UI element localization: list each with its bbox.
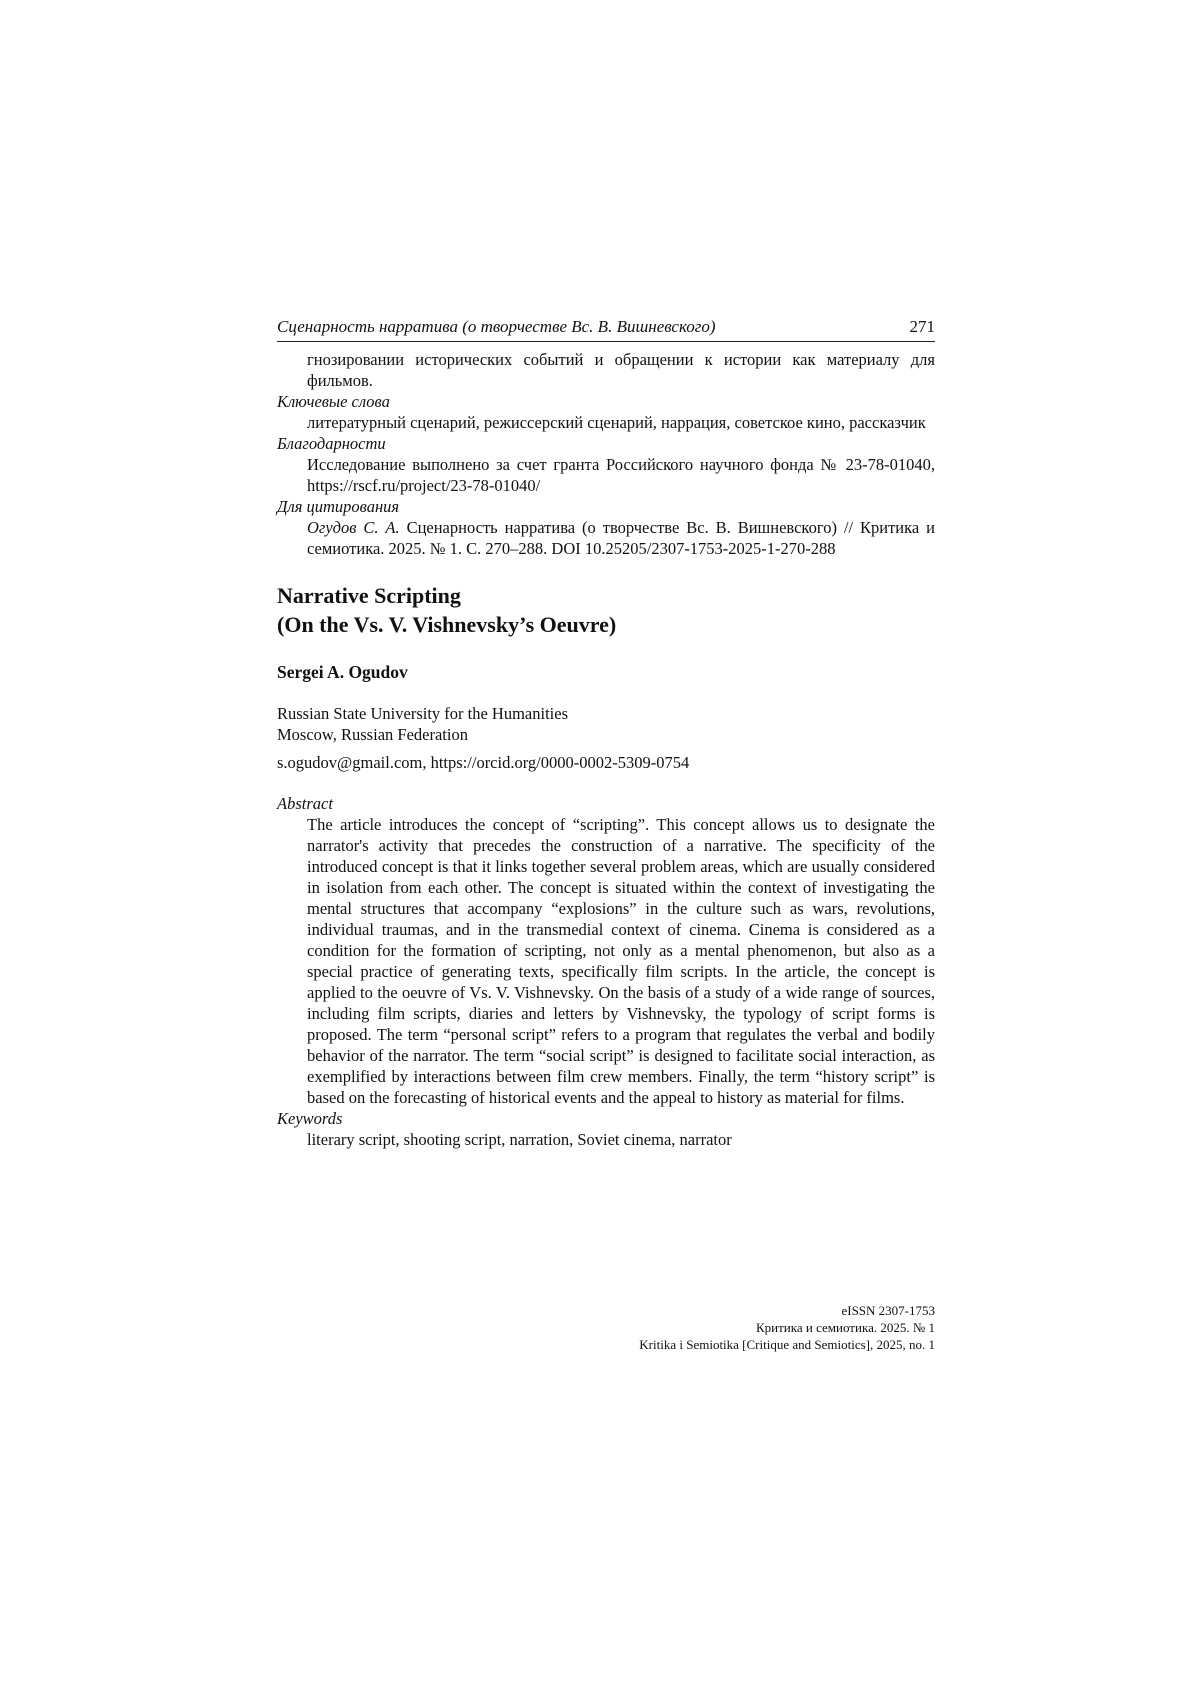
abstract-text: The article introduces the concept of “scripting”. This concept allows us to designate the narrator's activity that precedes the construction of a narrative. The specificity of the introduced concept is that it links together several problem areas, which are usually considered in isolation from each other. The concept is situated within the context of investigating the mental structures that accompany “explosions” in the culture such as wars, revolutions, individual traumas, and in the transmedial context of cinema. Cinema is considered as a condition for the formation of scripting, not only as a mental phenomenon, but also as a special practice of generating texts, specifically film scripts. In the article, the concept is applied to the oeuvre of Vs. V. Vishnevsky. On the basis of a study of a wide range of sources, including film scripts, diaries and letters by Vishnevsky, the typology of script forms is proposed. The term “personal script” refers to a program that regulates the verbal and bodily behavior of the narrator. The term “social script” is designed to facilitate social interaction, as exemplified by interactions between film crew members. Finally, the term “history script” is based on the forecasting of historical events and the appeal to history as material for films. bbox=[277, 814, 935, 1108]
russian-abstract-tail: гнозировании исторических событий и обращении к истории как материалу для фильмов. bbox=[277, 349, 935, 391]
author-name: Sergei A. Ogudov bbox=[277, 661, 935, 683]
page-number: 271 bbox=[910, 316, 936, 338]
affiliation bbox=[277, 703, 935, 745]
citation-author: Огудов С. А. bbox=[307, 518, 400, 537]
keywords-text: literary script, shooting script, narration, Soviet cinema, narrator bbox=[277, 1129, 935, 1150]
english-title bbox=[277, 581, 935, 639]
journal-footer bbox=[639, 1302, 935, 1353]
footer-eissn: eISSN 2307-1753 bbox=[639, 1302, 935, 1319]
acknowledgments-text: Исследование выполнено за счет гранта Российского научного фонда № 23-78-01040, https://rscf.ru/project/23-78-01040/ bbox=[277, 454, 935, 496]
english-title-line2: (On the Vs. V. Vishnevsky’s Oeuvre) bbox=[277, 610, 935, 639]
running-header bbox=[277, 316, 935, 342]
russian-keywords: литературный сценарий, режиссерский сценарий, наррация, советское кино, рассказчик bbox=[277, 412, 935, 433]
citation bbox=[277, 517, 935, 559]
russian-keywords-label: Ключевые слова bbox=[277, 391, 935, 412]
citation-text: Сценарность нарратива (о творчестве Вс. В. Вишневского) // Критика и семиотика. 2025. № 1. С. 270–288. DOI 10.25205/2307-1753-2025-1-270-288 bbox=[307, 518, 935, 558]
affiliation-institution: Russian State University for the Humanities bbox=[277, 703, 935, 724]
footer-journal-en: Kritika i Semiotika [Critique and Semiotics], 2025, no. 1 bbox=[639, 1336, 935, 1353]
author-contacts: s.ogudov@gmail.com, https://orcid.org/0000-0002-5309-0754 bbox=[277, 752, 935, 773]
running-title: Сценарность нарратива (о творчестве Вс. В. Вишневского) bbox=[277, 316, 716, 338]
affiliation-location: Moscow, Russian Federation bbox=[277, 724, 935, 745]
page-body bbox=[0, 0, 1200, 1697]
keywords-label: Keywords bbox=[277, 1108, 935, 1129]
acknowledgments-label: Благодарности bbox=[277, 433, 935, 454]
english-title-line1: Narrative Scripting bbox=[277, 581, 935, 610]
journal-page bbox=[277, 316, 935, 1150]
citation-label: Для цитирования bbox=[277, 496, 935, 517]
footer-journal-ru: Критика и семиотика. 2025. № 1 bbox=[639, 1319, 935, 1336]
abstract-label: Abstract bbox=[277, 793, 935, 814]
